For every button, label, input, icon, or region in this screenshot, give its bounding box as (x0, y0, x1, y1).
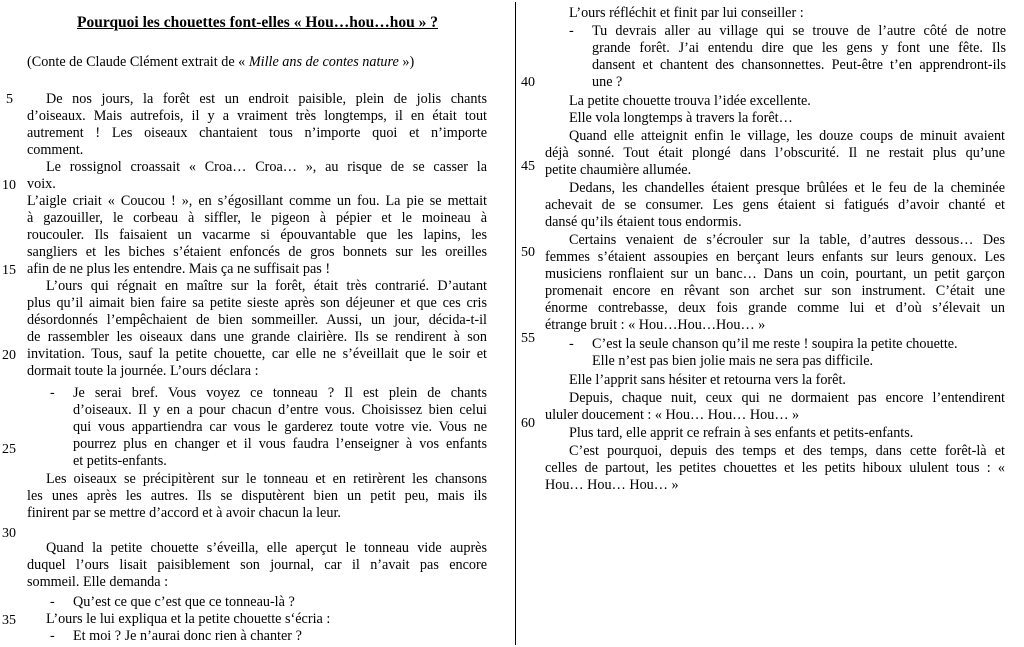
text-line: Quand la petite chouette s’éveilla, elle aperçut le tonneau vide auprès (46, 540, 487, 556)
text-line: Dedans, les chandelles étaient presque brûlées et le feu de la cheminée (569, 180, 1005, 196)
line-number: 50 (521, 245, 535, 260)
text-line: La petite chouette trouva l’idée excellente. (569, 93, 811, 109)
line-number: 45 (521, 159, 535, 174)
text-line: Tu devrais aller au village qui se trouve de l’autre côté de notre (592, 23, 1006, 39)
text-line: les unes après les autres. Ils se disputèrent bien un petit peu, mais ils (27, 488, 487, 504)
text-line: invitation. Tous, sauf la petite chouette, car elle ne s’éveillait que le soir et (27, 346, 487, 362)
source-suffix: ») (398, 54, 415, 70)
text-line: sangliers et les biches s’étaient enfoncés de gros bonnets sur les oreilles (27, 244, 487, 260)
text-line: d’oiseaux. Mais autrefois, il y a vraiment très longtemps, il en était tout (27, 108, 487, 124)
text-line: grande forêt. J’ai entendu dire que les gens y font une fête. Ils (592, 40, 1006, 56)
text-line: Qu’est ce que c’est que ce tonneau-là ? (73, 594, 295, 610)
column-divider (515, 2, 516, 645)
text-line: L’ours qui régnait en maître sur la forêt, était très contrarié. D’autant (46, 278, 487, 294)
line-number: 35 (2, 613, 16, 628)
text-line: Et moi ? Je n’aurai donc rien à chanter ? (73, 628, 302, 644)
text-line: Elle n’est pas bien jolie mais ne sera pas difficile. (592, 353, 874, 369)
text-line: dansent et chantent des chansonnettes. Peut-être t’en apprendront-ils (592, 57, 1006, 73)
dialogue-dash: - (50, 385, 55, 401)
text-line: L’ours réfléchit et finit par lui conseiller : (569, 5, 804, 21)
text-line: L’aigle criait « Coucou ! », en s’égosillant comme un fou. La pie se mettait (27, 193, 487, 209)
dialogue-dash: - (569, 23, 574, 39)
text-line: L’ours le lui expliqua et la petite chouette s‘écria : (46, 611, 331, 627)
line-number: 5 (6, 92, 13, 107)
text-line: Je serai bref. Vous voyez ce tonneau ? Il est plein de chants (73, 385, 487, 401)
text-line: Les oiseaux se précipitèrent sur le tonneau et en retirèrent les chansons (46, 471, 487, 487)
text-line: promenait encore en rêvant son archet sur son instrument. C’était une (545, 283, 1005, 299)
text-line: énorme contrebasse, deux fois grande comme lui et d’où s’élevait un (545, 300, 1005, 316)
text-line: qui vous appartiendra car vous le garderez toute votre vie. Vous ne (73, 419, 487, 435)
text-line: pourrez plus en changer et il vous faudra l’enseigner à vos enfants (73, 436, 487, 452)
text-line: ululer doucement : « Hou… Hou… Hou… » (545, 407, 800, 423)
text-line: afin de ne plus les entendre. Mais ça ne suffisait pas ! (27, 261, 331, 277)
text-line: voix. (27, 176, 56, 192)
text-line: comment. (27, 142, 84, 158)
text-line: de rassembler les oiseaux dans une grande clairière. Ils se rendirent à son (27, 329, 487, 345)
text-line: une ? (592, 74, 623, 90)
dialogue-dash: - (50, 594, 55, 610)
text-line: Certains venaient de s’écrouler sur la table, d’autres dessous… Des (569, 232, 1005, 248)
text-line: d’oiseaux. Il y en a pour chacun d’entre vous. Choisissez bien celui (73, 402, 487, 418)
dialogue-dash: - (569, 336, 574, 352)
line-number: 40 (521, 75, 535, 90)
text-line: Le rossignol croassait « Croa… Croa… », au risque de se casser la (46, 159, 487, 175)
page-title: Pourquoi les chouettes font-elles « Hou…hou…hou » ? (77, 14, 438, 31)
text-line: étrange bruit : « Hou…Hou…Hou… » (545, 317, 766, 333)
line-number: 25 (2, 442, 16, 457)
text-line: Elle vola longtemps à travers la forêt… (569, 110, 793, 126)
text-line: C’est la seule chanson qu’il me reste ! soupira la petite chouette. (592, 336, 958, 352)
source-prefix: (Conte de Claude Clément extrait de « (27, 54, 249, 70)
text-line: Quand elle atteignit enfin le village, les douze coups de minuit avaient (569, 128, 1005, 144)
text-line: C’est pourquoi, depuis des temps et des temps, dans cette forêt-là et (569, 443, 1005, 459)
text-line: musiciens ronflaient sur un banc… Dans un coin, pourtant, un petit garçon (545, 266, 1005, 282)
text-line: désordonnés l’empêchaient de bien sommeiller. Aussi, un jour, décida-t-il (27, 312, 487, 328)
text-line: duquel l’ours lisait paisiblement son journal, car il n’avait pas encore (27, 557, 487, 573)
text-line: Depuis, chaque nuit, ceux qui ne dormaient pas encore l’entendirent (569, 390, 1005, 406)
text-line: celles de partout, les petites chouettes et les petits hiboux ululent tous : « (545, 460, 1005, 476)
text-line: petite chaumière allumée. (545, 162, 692, 178)
line-number: 20 (2, 348, 16, 363)
text-line: roucouler. Ils faisaient un vacarme si épouvantable que les lapins, les (27, 227, 487, 243)
line-number: 55 (521, 331, 535, 346)
text-line: à gazouiller, le corbeau à siffler, le pigeon à pépier et le moineau à (27, 210, 487, 226)
text-line: achevait de se consumer. Les gens étaient si fatigués d’avoir chanté et (545, 197, 1005, 213)
text-line: femmes s’étaient assoupies en berçant leurs enfants sur leurs genoux. Les (545, 249, 1005, 265)
text-line: déjà sonné. Tout était plongé dans l’obscurité. Il ne restait plus qu’une (545, 145, 1005, 161)
text-line: sommeil. Elle demanda : (27, 574, 169, 590)
line-number: 15 (2, 263, 16, 278)
text-line: Plus tard, elle apprit ce refrain à ses enfants et petits-enfants. (569, 425, 914, 441)
text-line: dormait toute la journée. L’ours déclara : (27, 363, 259, 379)
text-line: plus qu’il aimait bien faire sa petite sieste après son déjeuner et que ces cris (27, 295, 487, 311)
source-book-title: Mille ans de contes nature (248, 54, 399, 70)
line-number: 60 (521, 416, 535, 431)
text-line: autrement ! Les oiseaux chantaient tous n’importe quoi et n’importe (27, 125, 487, 141)
text-line: finirent par se mettre d’accord et à avoir chacun la leur. (27, 505, 341, 521)
line-number: 30 (2, 526, 16, 541)
dialogue-dash: - (50, 628, 55, 644)
text-line: et petits-enfants. (73, 453, 167, 469)
source-line (27, 54, 414, 71)
line-number: 10 (2, 178, 16, 193)
text-line: dansé qu’ils étaient tous endormis. (545, 214, 742, 230)
text-line: Elle l’apprit sans hésiter et retourna vers la forêt. (569, 372, 846, 388)
text-line: Hou… Hou… Hou… » (545, 477, 679, 493)
text-line: De nos jours, la forêt est un endroit paisible, plein de jolis chants (46, 91, 487, 107)
